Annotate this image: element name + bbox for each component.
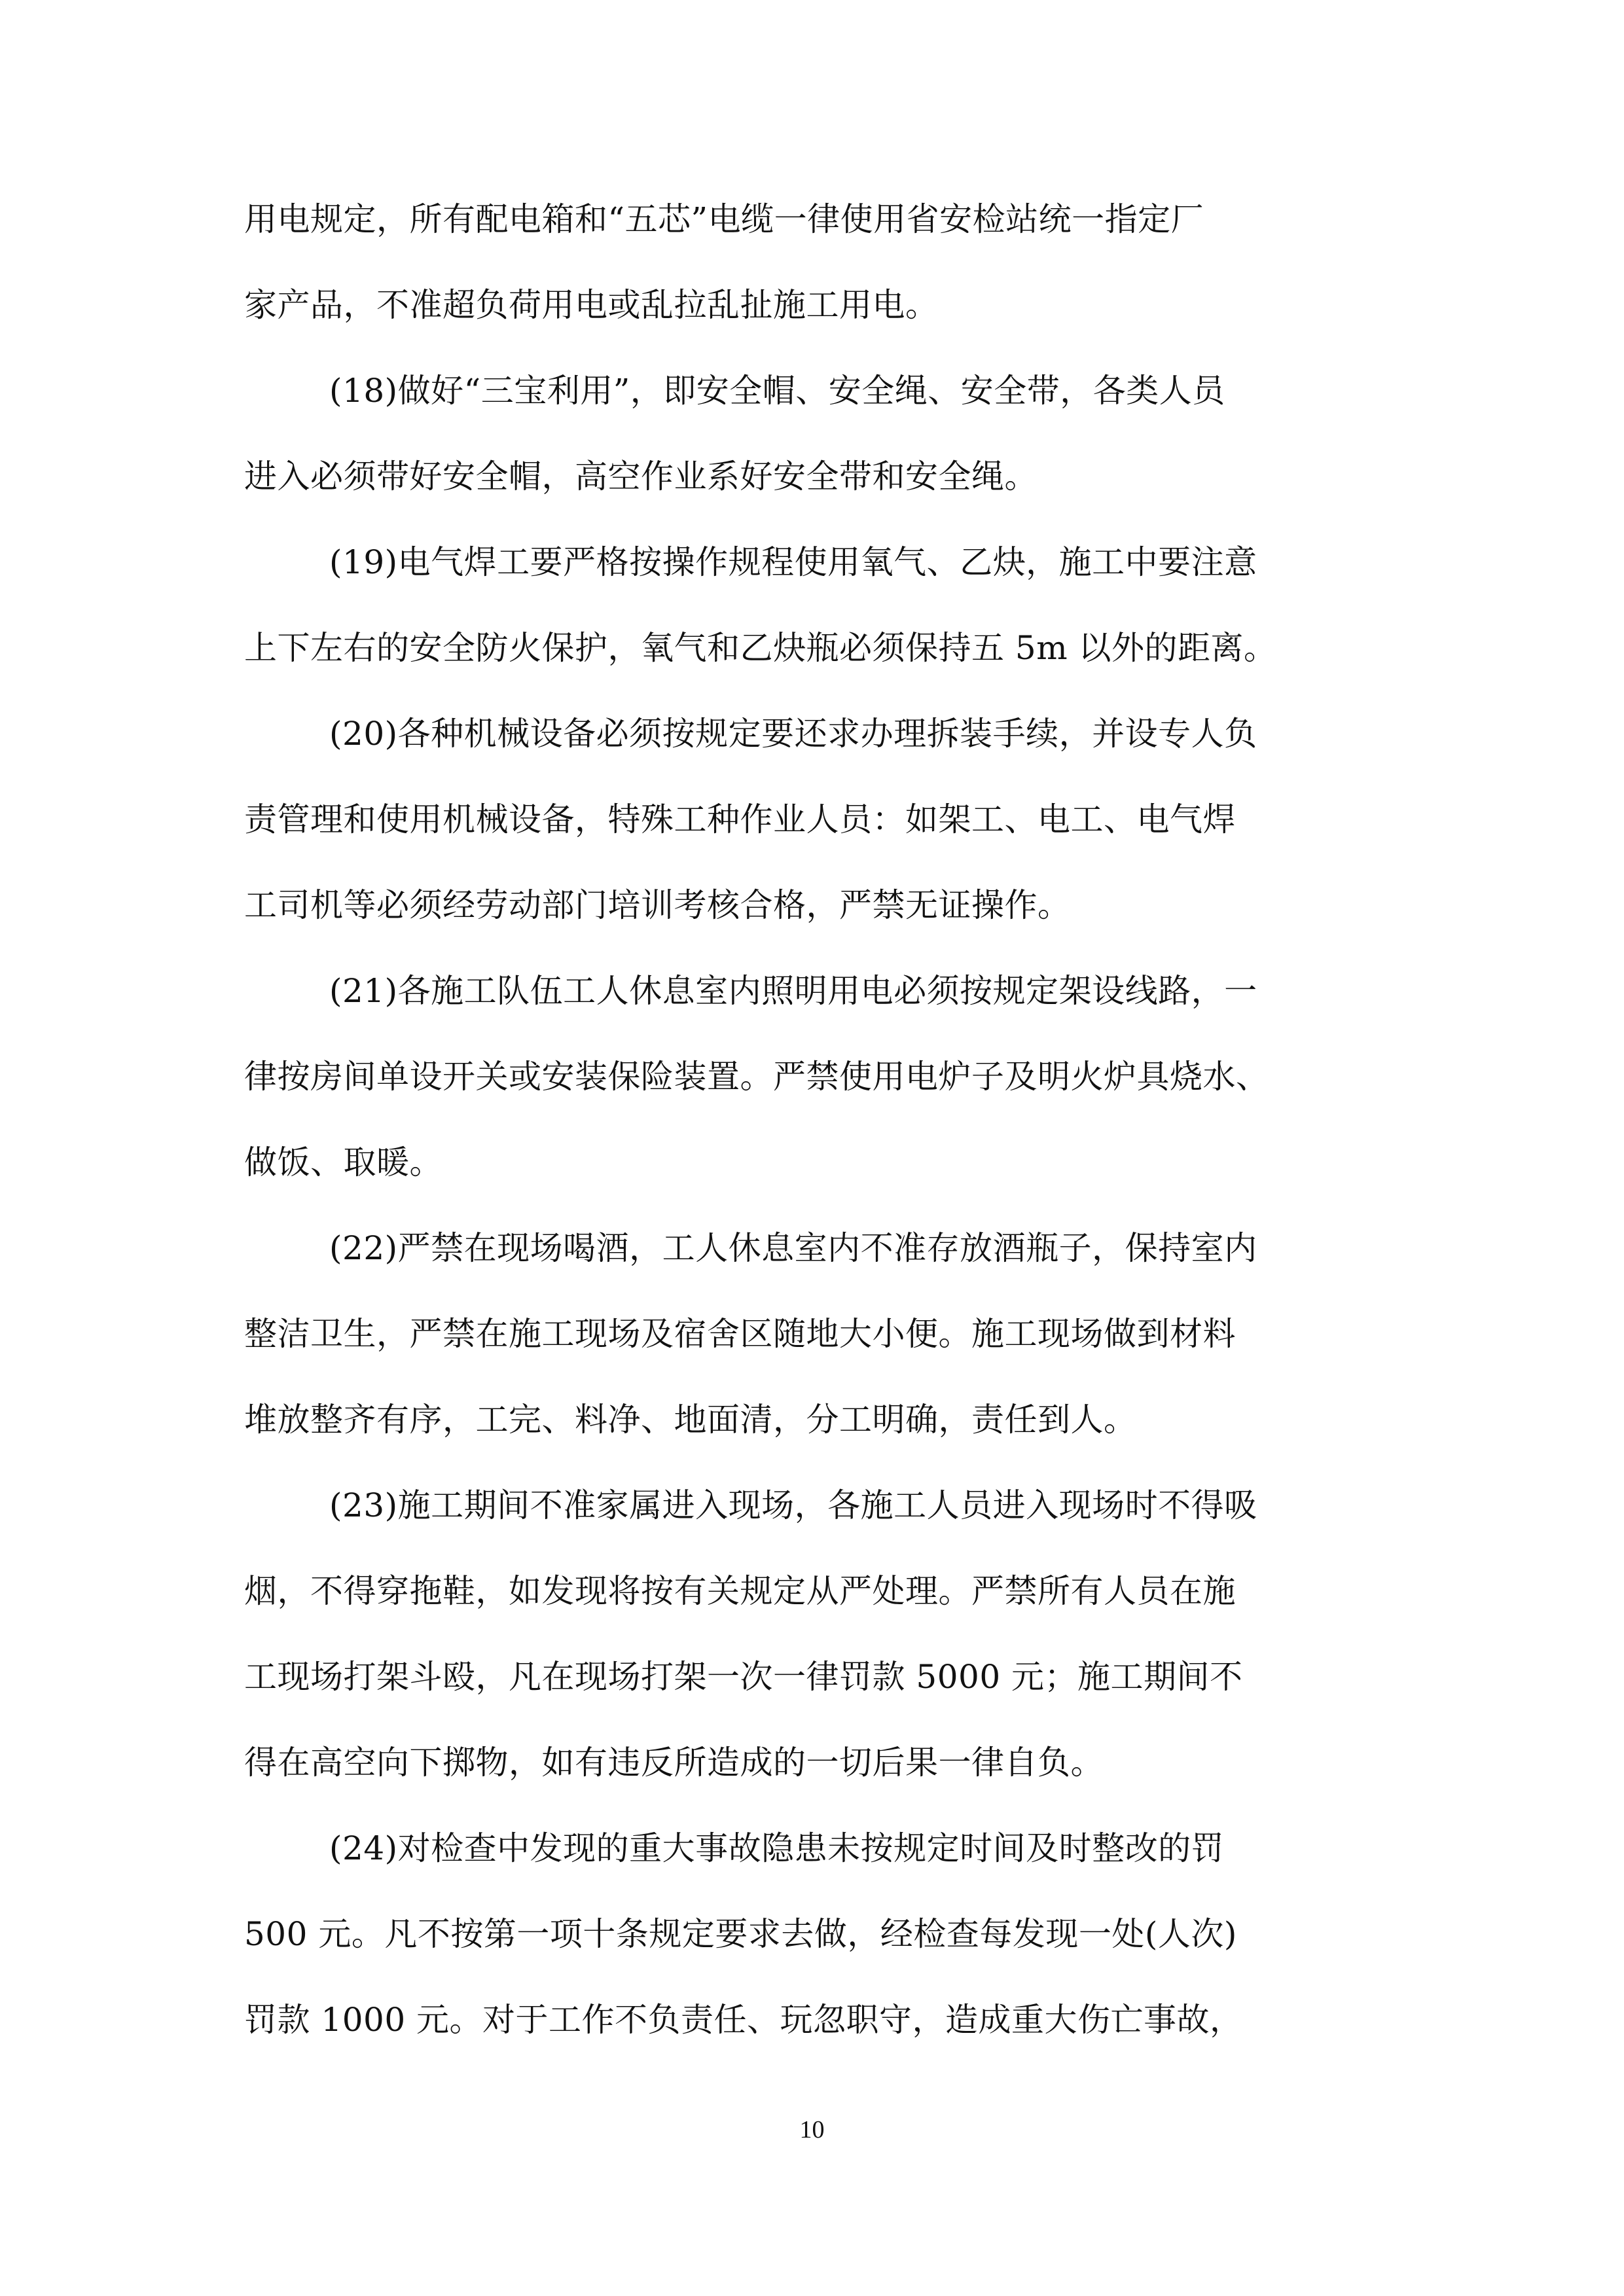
text-line: 责管理和使用机械设备，特殊工种作业人员：如架工、电工、电气焊 [244, 800, 1236, 838]
text-line: 律按房间单设开关或安装保险装置。严禁使用电炉子及明火炉具烧水、 [244, 1058, 1269, 1096]
text-line: 用电规定，所有配电箱和“五芯”电缆一律使用省安检站统一指定厂 [244, 200, 1204, 238]
text-line: 罚款 1000 元。对于工作不负责任、玩忽职守，造成重大伤亡事故， [244, 2001, 1243, 2039]
text-line: 家产品，不准超负荷用电或乱拉乱扯施工用电。 [244, 286, 939, 324]
text-line: 工现场打架斗殴，凡在现场打架一次一律罚款 5000 元；施工期间不 [244, 1658, 1243, 1696]
text-line: 得在高空向下掷物，如有违反所造成的一切后果一律自负。 [244, 1744, 1104, 1782]
text-line: 500 元。凡不按第一项十条规定要求去做，经检查每发现一处(人次) [244, 1915, 1237, 1953]
text-line: 堆放整齐有序，工完、料净、地面清，分工明确，责任到人。 [244, 1401, 1137, 1439]
text-line: 工司机等必须经劳动部门培训考核合格，严禁无证操作。 [244, 886, 1071, 924]
paragraph-start-23: (23)施工期间不准家属进入现场，各施工人员进入现场时不得吸 [329, 1486, 1257, 1524]
paragraph-start-20: (20)各种机械设备必须按规定要还求办理拆装手续，并设专人负 [329, 715, 1257, 753]
paragraph-start-24: (24)对检查中发现的重大事故隐患未按规定时间及时整改的罚 [329, 1829, 1225, 1867]
text-line: 上下左右的安全防火保护，氧气和乙炔瓶必须保持五 5m 以外的距离。 [244, 629, 1277, 667]
paragraph-start-22: (22)严禁在现场喝酒，工人休息室内不准存放酒瓶子，保持室内 [329, 1229, 1257, 1267]
text-line: 进入必须带好安全帽，高空作业系好安全带和安全绳。 [244, 457, 1038, 495]
page-number: 10 [799, 2116, 825, 2144]
paragraph-start-19: (19)电气焊工要严格按操作规程使用氧气、乙炔，施工中要注意 [329, 543, 1257, 581]
body-text [244, 177, 1396, 2063]
paragraph-start-21: (21)各施工队伍工人休息室内照明用电必须按规定架设线路，一 [329, 972, 1257, 1010]
paragraph-start-18: (18)做好“三宝利用”，即安全帽、安全绳、安全带，各类人员 [329, 372, 1225, 410]
text-line: 做饭、取暖。 [244, 1143, 442, 1181]
text-line: 烟，不得穿拖鞋，如发现将按有关规定从严处理。严禁所有人员在施 [244, 1572, 1236, 1610]
text-line: 整洁卫生，严禁在施工现场及宿舍区随地大小便。施工现场做到材料 [244, 1315, 1236, 1353]
